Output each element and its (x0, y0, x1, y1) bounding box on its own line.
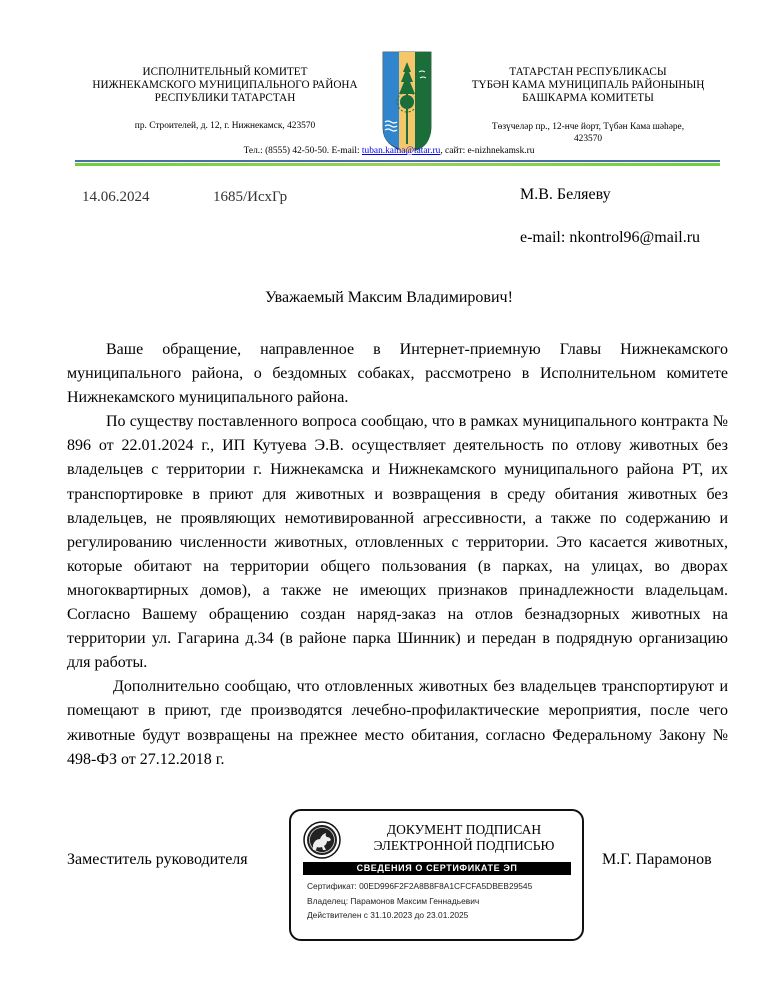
org-name-tt-line: БАШКАРМА КОМИТЕТЫ (522, 92, 654, 104)
stamp-title-line: ЭЛЕКТРОННОЙ ПОДПИСЬЮ (373, 838, 555, 853)
org-address-ru: пр. Строителей, д. 12, г. Нижнекамск, 423570 (134, 121, 316, 131)
recipient-name: М.В. Беляеву (520, 186, 611, 203)
org-name-ru-line: РЕСПУБЛИКИ ТАТАРСТАН (154, 92, 296, 104)
registration-date: 14.06.2024 (82, 189, 150, 205)
signatory-title: Заместитель руководителя (67, 851, 248, 868)
org-name-tt-line: ТАТАРСТАН РЕСПУБЛИКАСЫ (509, 66, 667, 78)
org-name-tt-line: ТҮБӘН КАМА МУНИЦИПАЛЬ РАЙОНЫНЫҢ (471, 79, 705, 91)
org-address-tt-line: Төзүчеләр пр., 12-нче йорт, Түбән Кама шәһәре, (491, 122, 685, 132)
body-paragraph: Ваше обращение, направленное в Интернет-приемную Главы Нижнекамского муниципального района, о бездомных собаках, рассмотрено в Исполнительном комитете Нижнекамского муниципального района. (67, 341, 728, 407)
stamp-title (346, 822, 582, 854)
letter-body (67, 338, 728, 772)
header-divider-blue (75, 160, 720, 162)
header-divider-green (75, 163, 720, 166)
stamp-validity: Действителен с 31.10.2023 до 23.01.2025 (307, 910, 469, 920)
coat-of-arms-icon (381, 50, 433, 154)
org-name-ru-line: НИЖНЕКАМСКОГО МУНИЦИПАЛЬНОГО РАЙОНА (92, 79, 358, 91)
signatory-name: М.Г. Парамонов (602, 851, 712, 868)
contacts-line (0, 146, 778, 156)
contacts-website: , сайт: e-nizhnekamsk.ru (440, 146, 535, 156)
greeting: Уважаемый Максим Владимирович! (265, 289, 513, 306)
registration-number: 1685/ИсхГр (213, 189, 288, 205)
org-address-tt (462, 121, 714, 145)
body-paragraph: По существу поставленного вопроса сообщаю, что в рамках муниципального контракта № 896 от 22.01.2024 г., ИП Кутуева Э.В. осуществляет деятельность по отлову животных без владельцев с территории г. Нижнекамска и Нижнекамского муниципального района РТ, их транспортировке в приют для животных и возвращения в среду обитания животных без владельцев, не проявляющих немотивированной агрессивности, а также по содержанию и регулированию численности животных, отловленных с территории. Это касается животных, которые обитают на территории общего пользования (в парках, на улицах, во дворах многоквартирных домов), а также не имеющих признаков принадлежности владельцам. Согласно Вашему обращению создан наряд-заказ на отлов безнадзорных животных на территории ул. Гагарина д.34 (в районе парка Шинник) и передан в подрядную организацию для работы. (67, 413, 728, 672)
electronic-signature-stamp (289, 809, 584, 941)
tatarstan-emblem-icon (303, 821, 341, 859)
letterhead-right (462, 66, 714, 105)
recipient-email: e-mail: nkontrol96@mail.ru (520, 229, 701, 246)
letterhead-left (70, 66, 380, 105)
stamp-owner: Владелец: Парамонов Максим Геннадьевич (307, 896, 480, 906)
stamp-title-line: ДОКУМЕНТ ПОДПИСАН (386, 822, 542, 837)
org-address-tt-line: 423570 (573, 134, 603, 144)
contacts-email-link[interactable]: tuban.kama@tatar.ru (361, 146, 441, 156)
stamp-certificate-number: Сертификат: 00ED996F2F2A8B8F8A1CFCFA5DBEB29545 (307, 881, 533, 891)
stamp-certificate-band: СВЕДЕНИЯ О СЕРТИФИКАТЕ ЭП (303, 862, 571, 875)
org-name-ru-line: ИСПОЛНИТЕЛЬНЫЙ КОМИТЕТ (142, 66, 308, 78)
body-paragraph: Дополнительно сообщаю, что отловленных животных без владельцев транспортируют и помещают в приют, где производятся лечебно-профилактические мероприятия, после чего животные будут возвращены на прежнее место обитания, согласно Федеральному Закону № 498-ФЗ от 27.12.2018 г. (67, 678, 728, 768)
contacts-phone: Тел.: (8555) 42-50-50. E-mail: (243, 146, 362, 156)
